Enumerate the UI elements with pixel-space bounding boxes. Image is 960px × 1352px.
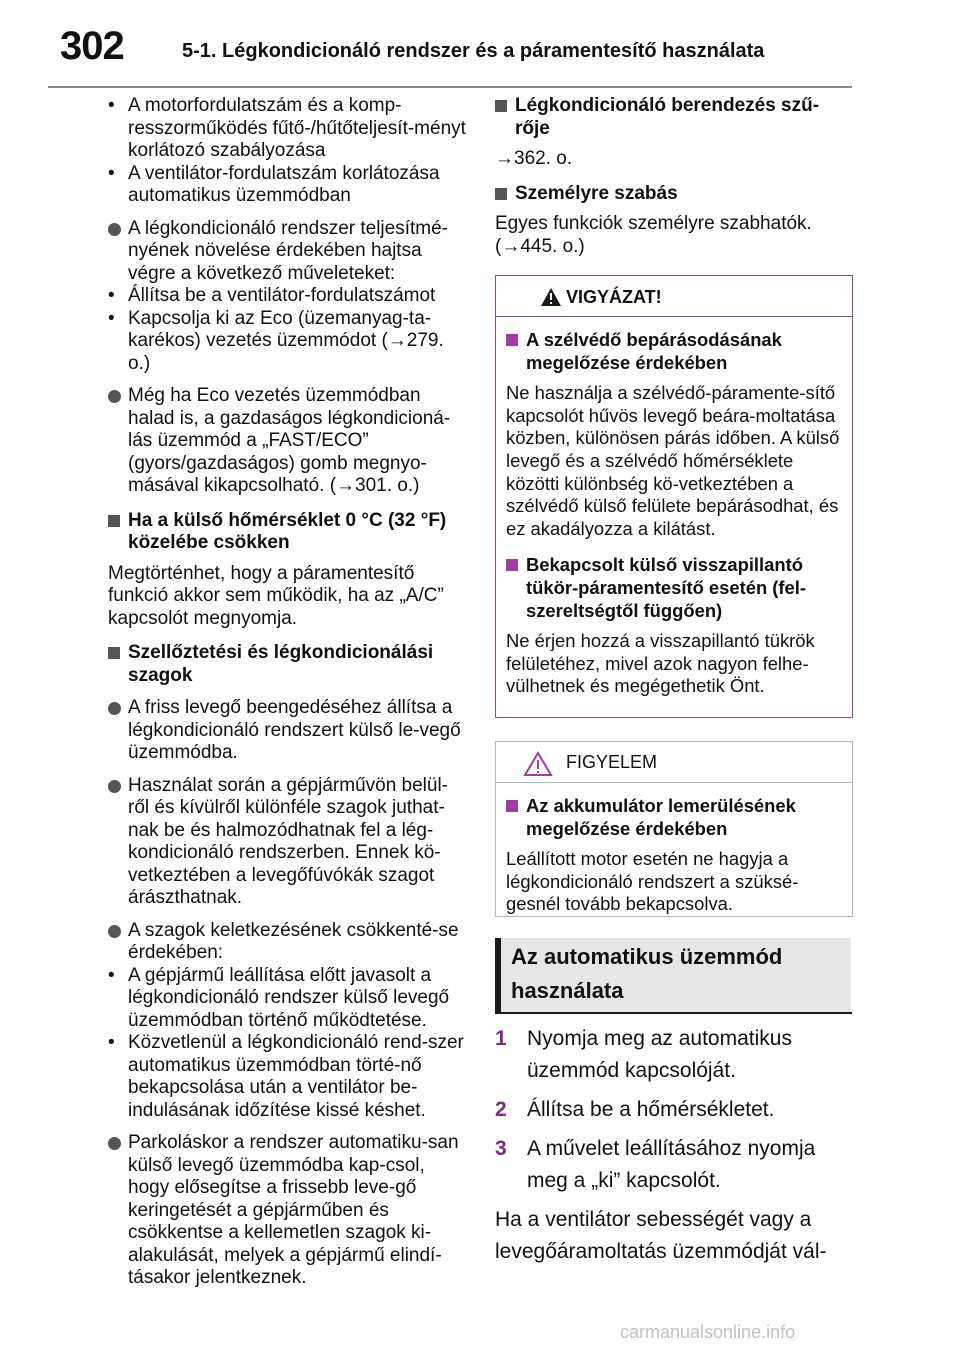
step-item xyxy=(495,1133,855,1197)
step-number: 2 xyxy=(495,1098,507,1121)
warning-header xyxy=(496,276,852,317)
paragraph: Megtörténhet, hogy a páramentesítő funkció akkor sem működik, ha az „A/C” kapcsolót megnyomja. xyxy=(108,562,444,629)
subheading xyxy=(506,329,844,374)
item-text: Még ha Eco vezetés üzemmódban halad is, a gazdaságos légkondicioná-lás üzemmód a „FAST/ECO” (gyors/gazdaságos) gomb megnyo-másával kikapcsolható. (→301. o.) xyxy=(128,385,451,496)
sub-bullet-list xyxy=(108,965,468,1123)
paragraph: Leállított motor esetén ne hagyja a légkondicionáló rendszert a szüksé-gesnél tovább bekapcsolva. xyxy=(506,848,799,915)
bullet-item: • Közvetlenül a légkondicionáló rend-szer automatikus üzemmódban törté-nő bekapcsolása után a ventilátor be-indulásának időzítése kissé késhet. xyxy=(108,1032,468,1122)
caution-triangle-icon xyxy=(523,751,553,777)
circle-bullet-icon xyxy=(108,390,121,403)
square-bullet-icon xyxy=(506,559,518,571)
circle-list-item xyxy=(108,1132,468,1290)
step-item xyxy=(495,1094,855,1126)
step-text: A művelet leállításához nyomja meg a „ki” kapcsolót. xyxy=(527,1137,816,1192)
subheading-text: Ha a külső hőmérséklet 0 °C (32 °F) közelébe csökken xyxy=(128,509,447,553)
circle-bullet-icon xyxy=(108,925,121,938)
subheading-text: Légkondicionáló berendezés szű-rője xyxy=(515,95,820,139)
subheading xyxy=(506,795,844,840)
square-bullet-icon xyxy=(495,100,507,112)
square-bullet-icon xyxy=(495,188,507,200)
notice-title: FIGYELEM xyxy=(566,752,658,772)
paragraph: Ne használja a szélvédő-páramente-sítő kapcsolót hűvös levegő beára-moltatása közben, különösen párás időben. A külső levegő és a szélvédő hőmérséklete közötti különbség kö-vetkeztében a szélvédő külső felülete bepárásodhat, és ez akadályozza a kilátást. xyxy=(506,382,840,539)
circle-list-item xyxy=(108,218,468,376)
chapter-title: 5-1. Légkondicionáló rendszer és a páramentesítő használata xyxy=(182,40,765,62)
item-text: Használat során a gépjárművön belül-ről és kívülről különféle szagok juthat-nak be és halmozódhatnak fel a lég-kondicionáló rendszerben. Ennek kö-vetkeztében a levegőfúvókák szagot árászthatnak. xyxy=(128,774,449,908)
step-text: Nyomja meg az automatikus üzemmód kapcsolóját. xyxy=(527,1027,792,1082)
item-text: A szagok keletkezésének csökkenté-se érdekében: xyxy=(128,919,459,963)
item-text: A friss levegő beengedéséhez állítsa a légkondicionáló rendszert külső le-vegő üzemmódba. xyxy=(128,697,461,763)
page-header xyxy=(0,0,960,88)
subheading xyxy=(495,183,853,206)
subheading-text: A szélvédő bepárásodásának megelőzése érdekében xyxy=(526,329,782,373)
circle-bullet-icon xyxy=(108,223,121,236)
page-reference: →362. o. xyxy=(495,148,573,169)
subheading xyxy=(506,554,844,622)
page-number: 302 xyxy=(60,24,124,68)
step-number: 1 xyxy=(495,1027,507,1050)
steps-list xyxy=(495,1023,855,1268)
square-bullet-icon xyxy=(506,334,518,346)
warning-title: VIGYÁZAT! xyxy=(566,287,662,307)
square-bullet-icon xyxy=(108,647,120,659)
watermark: carmanualsonline.info xyxy=(620,1322,796,1342)
section-rule xyxy=(495,1012,852,1014)
subheading xyxy=(108,510,468,555)
warning-body xyxy=(496,317,852,698)
bullet-item: • Kapcsolja ki az Eco (üzemanyag-ta-karékos) vezetés üzemmódot (→279. o.) xyxy=(108,308,468,376)
subheading-text: Bekapcsolt külső visszapillantó tükör-páramentesítő esetén (fel-szereltségtől függően) xyxy=(526,554,807,621)
square-bullet-icon xyxy=(506,800,518,812)
circle-list-item xyxy=(108,920,468,1123)
step-number: 3 xyxy=(495,1137,507,1160)
step-item xyxy=(495,1023,855,1087)
section-accent-bar xyxy=(495,938,501,1012)
section-heading-band xyxy=(495,938,851,1012)
header-rule xyxy=(48,86,852,88)
paragraph: Egyes funkciók személyre szabhatók. (→445. o.) xyxy=(495,213,812,257)
item-text: Parkoláskor a rendszer automatiku-san külső levegő üzemmódba kap-csol, hogy elősegítse a frissebb leve-gő keringetését a gépjárműben és csökkentse a kellemetlen szagok ki-alakulását, melyek a gépjármű elindí-tásakor jelentkeznek. xyxy=(128,1132,459,1288)
circle-list-item xyxy=(108,697,468,765)
circle-bullet-icon xyxy=(108,702,121,715)
subheading xyxy=(495,95,853,140)
bullet-item: • A gépjármű leállítása előtt javasolt a légkondicionáló rendszer külső levegő üzemmódban történő működtetése. xyxy=(108,965,468,1033)
notice-box xyxy=(495,741,853,917)
circle-list-item xyxy=(108,385,468,498)
warning-triangle-icon xyxy=(540,287,562,307)
subheading-text: Személyre szabás xyxy=(515,182,678,204)
subheading-text: Szellőztetési és légkondicionálási szagok xyxy=(128,642,434,686)
circle-bullet-icon xyxy=(108,1137,121,1150)
paragraph: Ne érjen hozzá a visszapillantó tükrök felületéhez, mivel azok nagyon felhe-vülhetnek és megégethetik Önt. xyxy=(506,630,815,697)
step-text: Állítsa be a hőmérsékletet. xyxy=(527,1098,775,1121)
warning-box xyxy=(495,275,853,718)
circle-bullet-icon xyxy=(108,780,121,793)
subheading-text: Az akkumulátor lemerülésének megelőzése érdekében xyxy=(526,795,796,839)
item-text: A légkondicionáló rendszer teljesítmé-nyének növelése érdekében hajtsa végre a következő műveleteket: xyxy=(128,217,449,284)
notice-body xyxy=(496,783,852,916)
right-column-top xyxy=(495,95,853,258)
sub-bullet-list xyxy=(108,285,468,375)
paragraph: Ha a ventilátor sebességét vagy a levegőáramoltatás üzemmódját vál- xyxy=(495,1208,827,1263)
subheading xyxy=(108,642,468,687)
left-column xyxy=(108,95,468,1290)
section-title: Az automatikus üzemmód használata xyxy=(511,944,783,1003)
bullet-item: • A ventilátor-fordulatszám korlátozása automatikus üzemmódban xyxy=(108,163,468,208)
intro-bullet-list xyxy=(108,95,468,208)
notice-header xyxy=(496,742,852,783)
bullet-item: • Állítsa be a ventilátor-fordulatszámot xyxy=(108,285,468,308)
bullet-item: • A motorfordulatszám és a komp-resszorműködés fűtő-/hűtőteljesít-ményt korlátozó szabályozása xyxy=(108,95,468,163)
square-bullet-icon xyxy=(108,515,120,527)
circle-list-item xyxy=(108,775,468,910)
